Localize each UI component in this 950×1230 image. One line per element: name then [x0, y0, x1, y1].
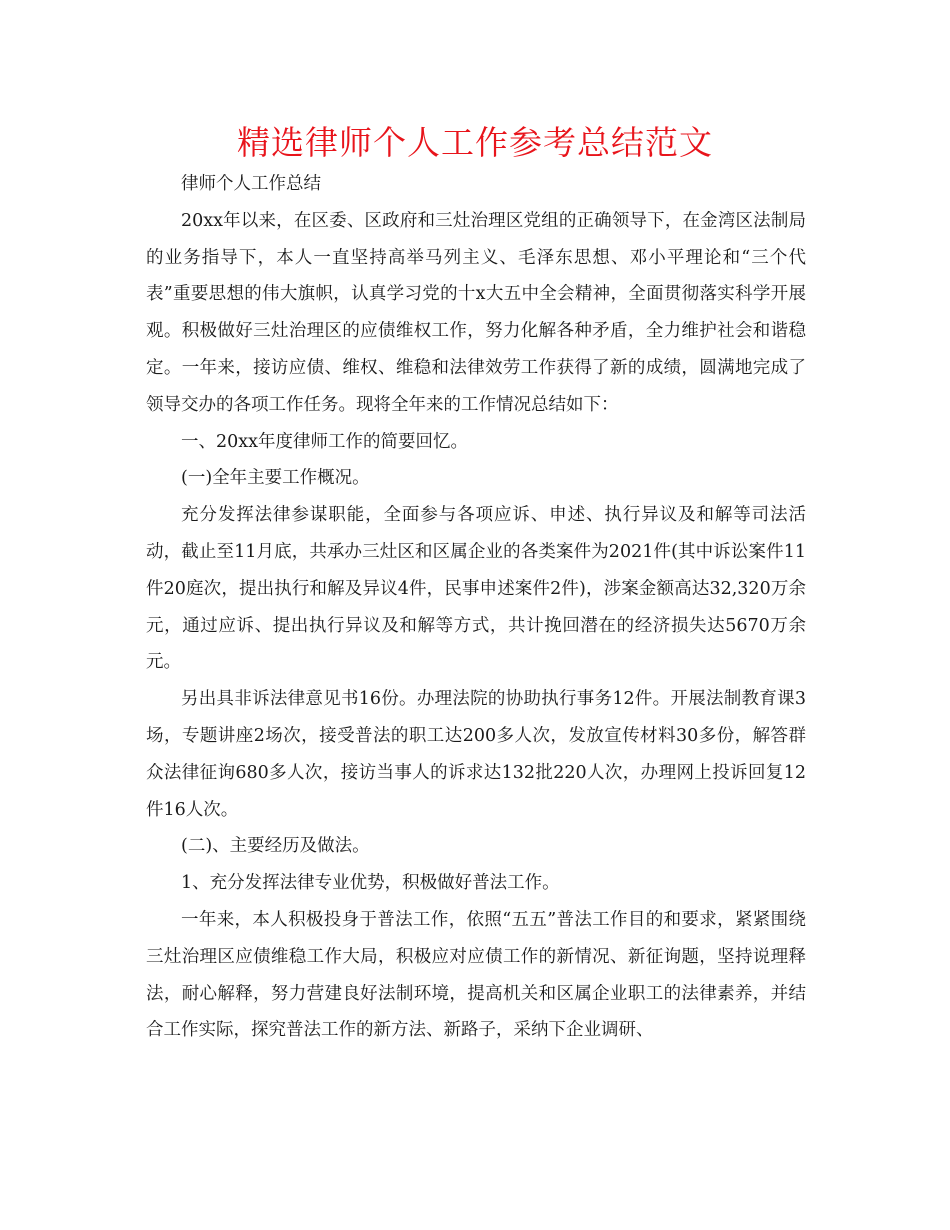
paragraph-legal-education: 一年来，本人积极投身于普法工作，依照“五五”普法工作目的和要求，紧紧围绕三灶治理区应债维稳工作大局，积极应对应债工作的新情况、新征询题，坚持说理释法，耐心解释，努力营建良好法制环境，提高机关和区属企业职工的法律素养，并结合工作实际，探究普法工作的新方法、新路子，采纳下企业调研、	[146, 909, 806, 1041]
document-body	[146, 166, 806, 1049]
item-heading-1: 1、充分发挥法律专业优势，积极做好普法工作。	[181, 873, 560, 894]
section-heading-1: 一、20xx年度律师工作的简要回忆。	[181, 431, 469, 452]
subsection-heading-2: (二)、主要经历及做法。	[181, 836, 370, 857]
document-title: 精选律师个人工作参考总结范文	[237, 123, 713, 162]
paragraph-cases: 充分发挥法律参谋职能，全面参与各项应诉、申述、执行异议及和解等司法活动，截止至11月底，共承办三灶区和区属企业的各类案件为2021件(其中诉讼案件11件20庭次，提出执行和解及异议4件，民事申述案件2件)，涉案金额高达32,320万余元，通过应诉、提出执行异议及和解等方式，共计挽回潜在的经济损失达5670万余元。	[146, 505, 806, 673]
paragraph-intro: 20xx年以来，在区委、区政府和三灶治理区党组的正确领导下，在金湾区法制局的业务指导下，本人一直坚持高举马列主义、毛泽东思想、邓小平理论和“三个代表”重要思想的伟大旗帜，认真学习党的十x大五中全会精神，全面贯彻落实科学开展观。积极做好三灶治理区的应债维权工作，努力化解各种矛盾，全力维护社会和谐稳定。一年来，接访应债、维权、维稳和法律效劳工作获得了新的成绩，圆满地完成了领导交办的各项工作任务。现将全年来的工作情况总结如下：	[146, 210, 806, 415]
paragraph-subtitle: 律师个人工作总结	[181, 174, 321, 194]
paragraph-other-work: 另出具非诉法律意见书16份。办理法院的协助执行事务12件。开展法制教育课3场，专题讲座2场次，接受普法的职工达200多人次，发放宣传材料30多份，解答群众法律征询680多人次，接访当事人的诉求达132批220人次，办理网上投诉回复12件16人次。	[146, 689, 806, 820]
subsection-heading-1: (一)全年主要工作概况。	[181, 468, 370, 489]
